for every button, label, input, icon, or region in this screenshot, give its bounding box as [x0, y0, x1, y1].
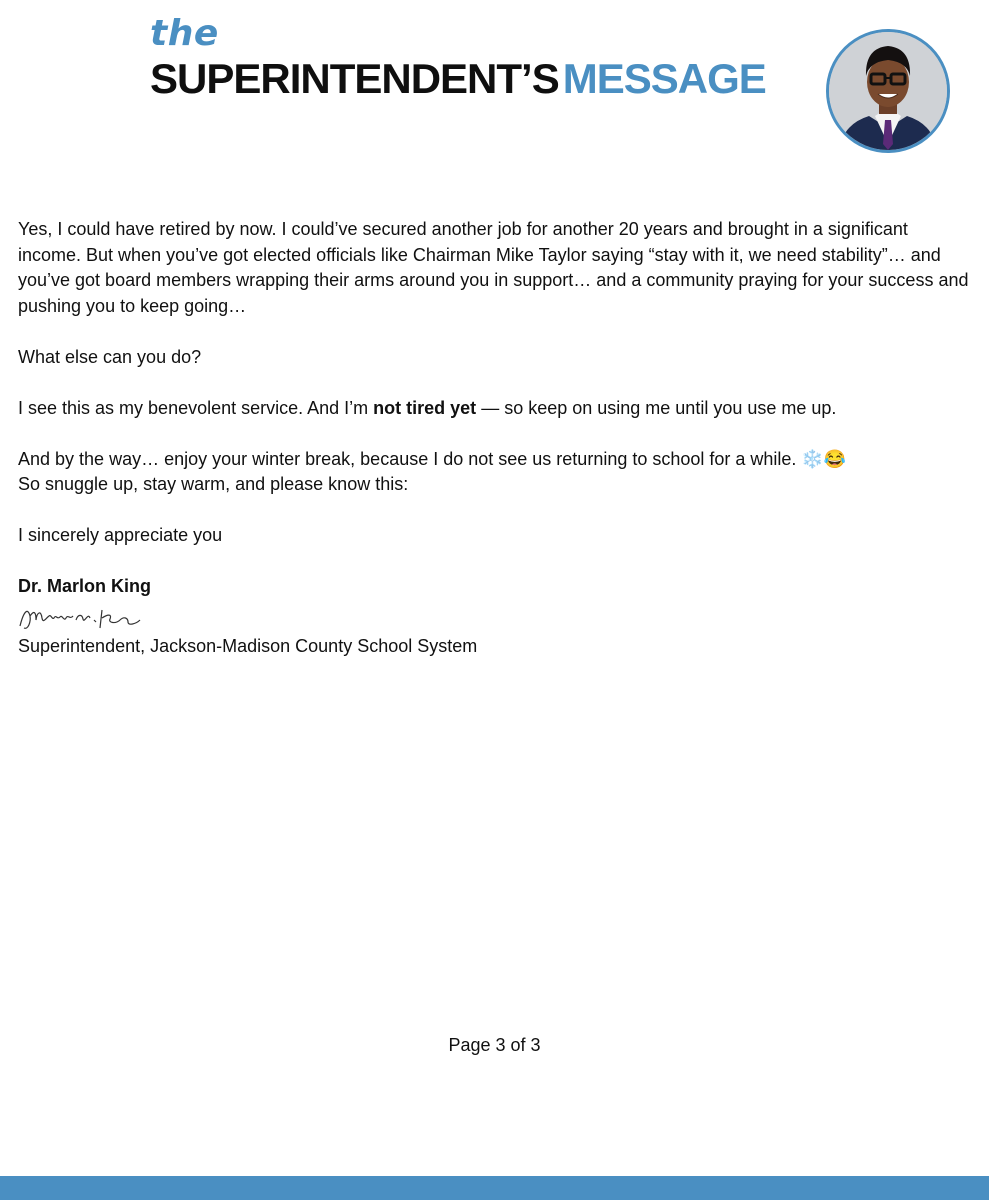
signer-name: Dr. Marlon King	[18, 576, 152, 596]
paragraph-winter-break: And by the way… enjoy your winter break, because I do not see us returning to school for a while. ❄️😂	[18, 448, 847, 469]
letter-body	[18, 217, 973, 659]
paragraph-appreciate: I sincerely appreciate you	[18, 525, 223, 545]
handwritten-signature	[16, 604, 146, 634]
masthead-title-dark: SUPERINTENDENT’S	[150, 55, 559, 102]
signer-title: Superintendent, Jackson-Madison County School System	[18, 635, 478, 656]
masthead-title	[150, 56, 766, 102]
service-text-before: I see this as my benevolent service. And I’m	[18, 397, 374, 418]
superintendent-avatar	[826, 29, 950, 153]
service-text-after: — so keep on using me until you use me up.	[476, 397, 837, 418]
paragraph-service	[18, 396, 973, 422]
service-text-bold: not tired yet	[373, 397, 477, 418]
paragraph-retired: Yes, I could have retired by now. I could’ve secured another job for another 20 years and brought in a significant income. But when you’ve got elected officials like Chairman Mike Taylor saying “stay with it, we need stability”… and you’ve got board members wrapping their arms around you in support… and a community praying for your success and pushing you to keep going…	[18, 219, 969, 316]
portrait-photo	[829, 32, 947, 150]
footer-bar	[0, 1176, 989, 1200]
paragraph-snuggle: So snuggle up, stay warm, and please know this:	[18, 474, 409, 494]
page-number: Page 3 of 3	[448, 1035, 541, 1055]
masthead-title-accent: MESSAGE	[562, 55, 766, 102]
paragraph-what-else: What else can you do?	[18, 346, 202, 367]
masthead-the: the	[150, 13, 219, 54]
